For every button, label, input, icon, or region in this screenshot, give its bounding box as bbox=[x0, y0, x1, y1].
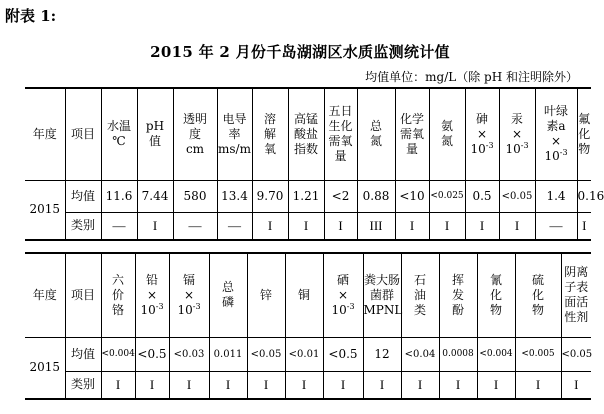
header-line: $10^{-3}$ bbox=[177, 301, 201, 317]
header-line: 磷 bbox=[221, 295, 234, 310]
column-header bbox=[135, 253, 169, 337]
class-value: I bbox=[465, 212, 499, 240]
column-header bbox=[465, 88, 499, 180]
column-header bbox=[439, 253, 477, 337]
column-header bbox=[395, 88, 429, 180]
class-value: I bbox=[285, 371, 323, 399]
header-line: 子表 bbox=[564, 280, 589, 295]
header-line: $10^{-3}$ bbox=[505, 140, 529, 156]
class-value: I bbox=[395, 212, 429, 240]
mean-value: 11.6 bbox=[101, 180, 137, 212]
class-value: I bbox=[135, 371, 169, 399]
header-line: 油 bbox=[413, 287, 426, 302]
header-line: 性剂 bbox=[564, 310, 589, 325]
header-line: × bbox=[511, 126, 523, 141]
header-line: $10^{-3}$ bbox=[331, 301, 355, 317]
header-line: 物 bbox=[531, 302, 544, 317]
unit-note: 均值单位：mg/L（除 pH 和注明除外） bbox=[365, 70, 578, 84]
header-line: 需氧 bbox=[328, 134, 353, 149]
water-quality-table-2 bbox=[25, 252, 591, 400]
header-line: × bbox=[337, 287, 349, 302]
header-line: × bbox=[183, 287, 195, 302]
mean-value: 13.4 bbox=[217, 180, 252, 212]
header-line: 砷 bbox=[475, 111, 488, 126]
header-line: 硫 bbox=[531, 272, 544, 287]
mean-value: <0.5 bbox=[323, 337, 363, 371]
column-header bbox=[209, 253, 247, 337]
mean-value: 0.16 bbox=[577, 180, 591, 212]
column-header bbox=[285, 253, 323, 337]
class-value: I bbox=[363, 371, 401, 399]
header-line: 化 bbox=[489, 287, 502, 302]
column-header bbox=[173, 88, 217, 180]
mean-value: 12 bbox=[363, 337, 401, 371]
mean-value: 0.0008 bbox=[439, 337, 477, 371]
class-value: I bbox=[477, 371, 515, 399]
header-line: 素a bbox=[546, 119, 566, 134]
mean-value: <0.03 bbox=[169, 337, 209, 371]
header-line: cm bbox=[185, 141, 205, 156]
header-line: 阴离 bbox=[564, 265, 589, 280]
class-value: — bbox=[535, 212, 577, 240]
column-header bbox=[577, 88, 591, 180]
header-line: 解 bbox=[263, 126, 276, 141]
mean-value: 0.5 bbox=[465, 180, 499, 212]
header-line: ms/m bbox=[218, 141, 251, 156]
class-value: — bbox=[173, 212, 217, 240]
class-value: I bbox=[515, 371, 561, 399]
class-value: I bbox=[577, 212, 591, 240]
mean-value: <0.05 bbox=[247, 337, 285, 371]
class-value: I bbox=[288, 212, 324, 240]
row-label-mean: 均值 bbox=[65, 180, 101, 212]
mean-value: 0.88 bbox=[357, 180, 395, 212]
column-header bbox=[247, 253, 285, 337]
mean-value: <2 bbox=[324, 180, 357, 212]
column-header bbox=[324, 88, 357, 180]
header-line: 电导率 bbox=[222, 111, 247, 141]
class-value: I bbox=[209, 371, 247, 399]
header-line: 氟 bbox=[578, 111, 591, 126]
header-line: 五日 bbox=[328, 104, 353, 119]
year-header: 年度 bbox=[25, 253, 65, 337]
header-line: $10^{-3}$ bbox=[544, 148, 568, 164]
header-line: × bbox=[550, 134, 562, 149]
header-line: pH bbox=[145, 119, 165, 134]
mean-value: 1.4 bbox=[535, 180, 577, 212]
water-quality-table-1 bbox=[25, 87, 604, 241]
column-header bbox=[561, 253, 591, 337]
header-line: 氨 bbox=[440, 119, 453, 134]
mean-value: 580 bbox=[173, 180, 217, 212]
year-cell: 2015 bbox=[25, 337, 65, 399]
header-line: 粪大肠 bbox=[363, 272, 400, 287]
class-value: I bbox=[439, 371, 477, 399]
header-line: 酚 bbox=[451, 302, 464, 317]
header-line: 菌群 bbox=[369, 287, 394, 302]
header-line: 值 bbox=[148, 134, 161, 149]
mean-value: 7.44 bbox=[137, 180, 173, 212]
column-header bbox=[137, 88, 173, 180]
class-value: I bbox=[169, 371, 209, 399]
column-header bbox=[169, 253, 209, 337]
header-line: 指数 bbox=[293, 141, 318, 156]
header-line: 酸盐 bbox=[293, 126, 318, 141]
column-header bbox=[363, 253, 401, 337]
column-header bbox=[323, 253, 363, 337]
column-header bbox=[477, 253, 515, 337]
column-header bbox=[429, 88, 465, 180]
header-line: 化 bbox=[531, 287, 544, 302]
header-line: 类 bbox=[413, 302, 426, 317]
header-line: 六 bbox=[111, 272, 124, 287]
header-line: 化 bbox=[578, 126, 591, 141]
column-header bbox=[401, 253, 439, 337]
header-line: 叶绿 bbox=[543, 104, 568, 119]
header-line: 透明 bbox=[182, 111, 207, 126]
header-line: 总 bbox=[221, 280, 234, 295]
class-value: I bbox=[561, 371, 591, 399]
class-value: I bbox=[401, 371, 439, 399]
column-header bbox=[515, 253, 561, 337]
header-line: 铜 bbox=[297, 287, 310, 302]
mean-value: <0.004 bbox=[101, 337, 135, 371]
header-line: 氮 bbox=[369, 134, 382, 149]
header-line: 汞 bbox=[510, 111, 523, 126]
column-header bbox=[288, 88, 324, 180]
mean-value: <0.05 bbox=[499, 180, 535, 212]
row-label-class: 类别 bbox=[65, 371, 101, 399]
mean-value: <0.04 bbox=[401, 337, 439, 371]
appendix-label: 附表 1: bbox=[5, 7, 57, 25]
column-header bbox=[252, 88, 288, 180]
column-header bbox=[357, 88, 395, 180]
header-line: 锌 bbox=[259, 287, 272, 302]
mean-value: <0.05 bbox=[561, 337, 591, 371]
header-line: 物 bbox=[489, 302, 502, 317]
header-line: 生化 bbox=[328, 119, 353, 134]
row-label-class: 类别 bbox=[65, 212, 101, 240]
header-line: 高锰 bbox=[293, 111, 318, 126]
class-value: I bbox=[499, 212, 535, 240]
header-line: 镉 bbox=[182, 272, 195, 287]
header-line: $10^{-3}$ bbox=[470, 140, 494, 156]
mean-value: <0.004 bbox=[477, 337, 515, 371]
mean-value: <0.01 bbox=[285, 337, 323, 371]
mean-value: <0.005 bbox=[515, 337, 561, 371]
column-header bbox=[535, 88, 577, 180]
header-line: × bbox=[146, 287, 158, 302]
header-line: × bbox=[476, 126, 488, 141]
header-line: 物 bbox=[578, 141, 591, 156]
header-line: 铬 bbox=[111, 302, 124, 317]
header-line: 石 bbox=[413, 272, 426, 287]
header-line: 量 bbox=[334, 149, 347, 164]
row-label-mean: 均值 bbox=[65, 337, 101, 371]
page-title: 2015 年 2 月份千岛湖湖区水质监测统计值 bbox=[150, 43, 450, 61]
header-line: 硒 bbox=[336, 272, 349, 287]
class-value: III bbox=[357, 212, 395, 240]
header-line: ℃ bbox=[112, 134, 126, 149]
header-line: 总 bbox=[369, 119, 382, 134]
mean-value: 9.70 bbox=[252, 180, 288, 212]
item-header: 项目 bbox=[65, 253, 101, 337]
column-header bbox=[101, 253, 135, 337]
header-line: 水温 bbox=[106, 119, 131, 134]
header-line: MPNL bbox=[363, 302, 403, 317]
year-cell: 2015 bbox=[25, 180, 65, 240]
header-line: 价 bbox=[111, 287, 124, 302]
mean-value: <0.025 bbox=[429, 180, 465, 212]
header-line: 氰 bbox=[489, 272, 502, 287]
header-line: 需氧 bbox=[399, 126, 424, 141]
class-value: I bbox=[323, 371, 363, 399]
mean-value: <0.5 bbox=[135, 337, 169, 371]
header-line: 挥 bbox=[451, 272, 464, 287]
class-value: I bbox=[324, 212, 357, 240]
mean-value: <10 bbox=[395, 180, 429, 212]
item-header: 项目 bbox=[65, 88, 101, 180]
year-header: 年度 bbox=[25, 88, 65, 180]
header-line: 氧 bbox=[263, 141, 276, 156]
header-line: 化学 bbox=[399, 111, 424, 126]
header-line: 氮 bbox=[440, 134, 453, 149]
header-line: 量 bbox=[405, 141, 418, 156]
header-line: 溶 bbox=[263, 111, 276, 126]
class-value: — bbox=[101, 212, 137, 240]
header-line: $10^{-3}$ bbox=[140, 301, 164, 317]
header-line: 度 bbox=[188, 126, 201, 141]
class-value: I bbox=[252, 212, 288, 240]
class-value: I bbox=[137, 212, 173, 240]
column-header bbox=[217, 88, 252, 180]
mean-value: 0.011 bbox=[209, 337, 247, 371]
header-line: 发 bbox=[451, 287, 464, 302]
column-header bbox=[101, 88, 137, 180]
class-value: I bbox=[247, 371, 285, 399]
header-line: 面活 bbox=[564, 295, 589, 310]
class-value: — bbox=[217, 212, 252, 240]
class-value: I bbox=[429, 212, 465, 240]
header-line: 铅 bbox=[145, 272, 158, 287]
column-header bbox=[499, 88, 535, 180]
mean-value: 1.21 bbox=[288, 180, 324, 212]
class-value: I bbox=[101, 371, 135, 399]
